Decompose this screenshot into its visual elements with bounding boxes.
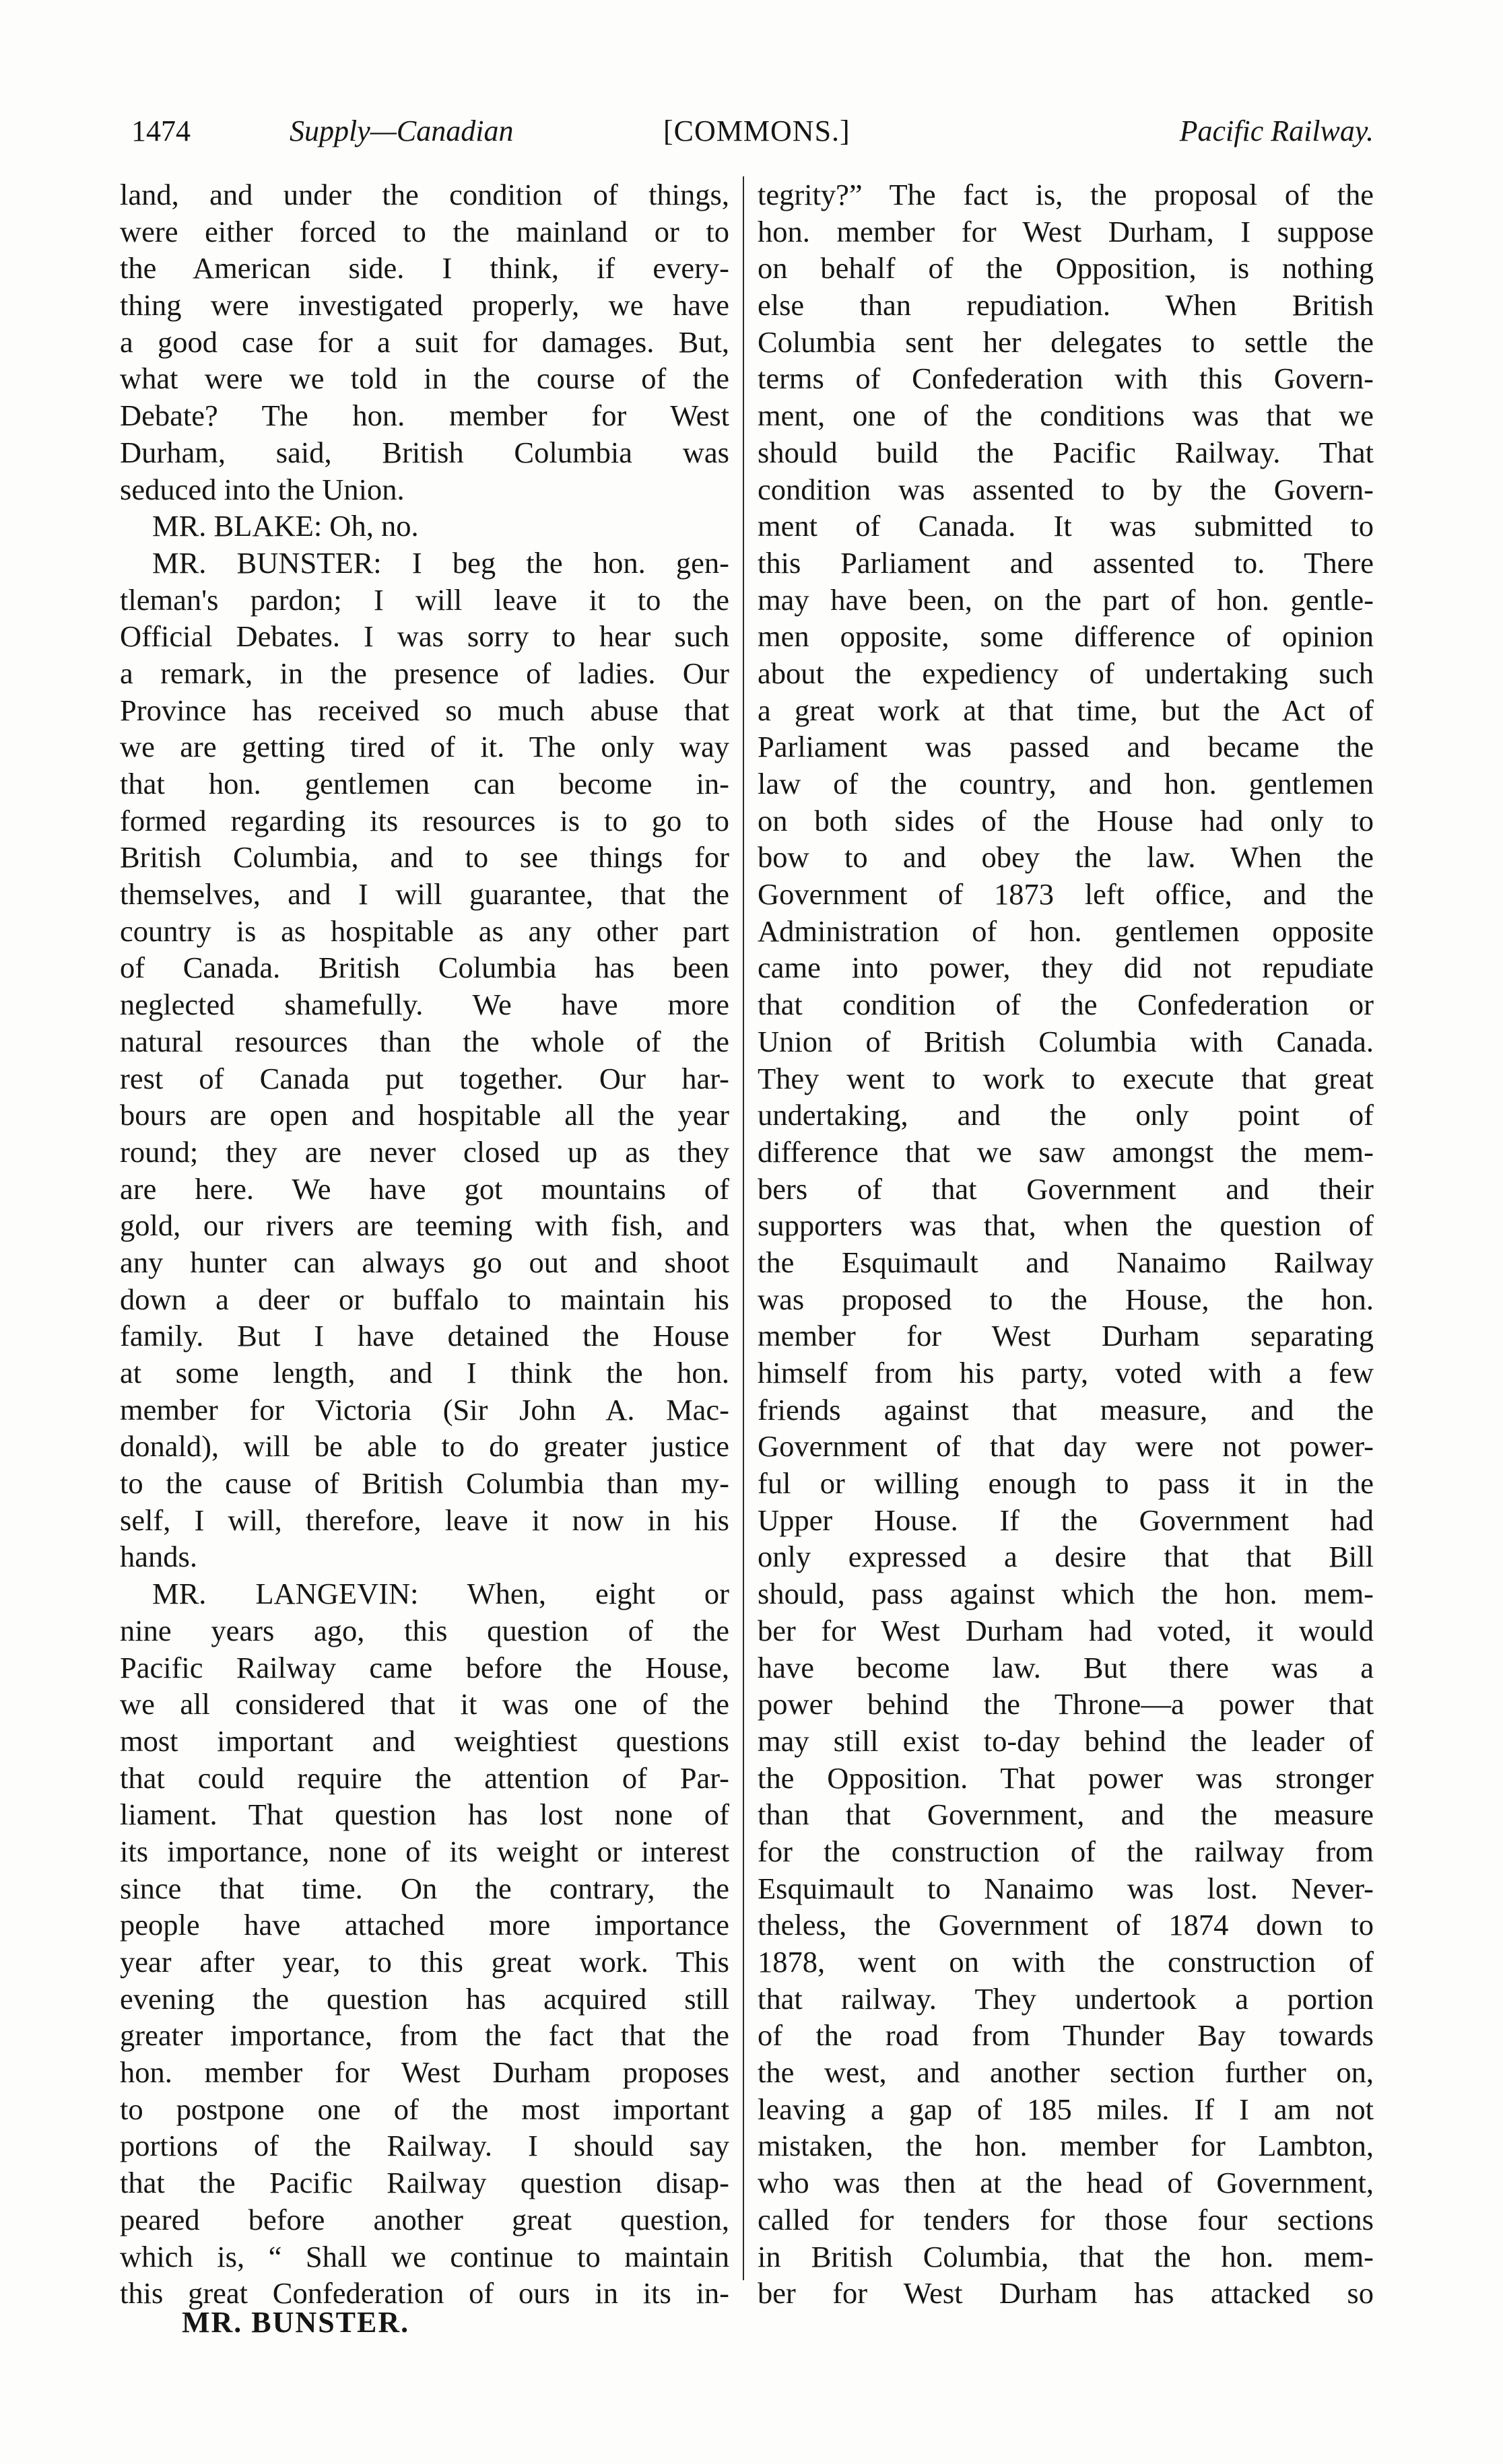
text-line: donald), will be able to do greater justice (120, 1429, 729, 1464)
text-line: may still exist to-day behind the leader of (758, 1723, 1374, 1758)
text-line: seduced into the Union. (120, 472, 405, 506)
text-line: Parliament was passed and became the (758, 730, 1374, 764)
text-line: about the expediency of undertaking such (758, 656, 1374, 690)
header-left-title: Supply—Canadian (290, 114, 514, 147)
text-line: what were we told in the course of the (120, 362, 729, 396)
text-line: are here. We have got mountains of (120, 1171, 729, 1206)
text-line: Pacific Railway came before the House, (120, 1650, 729, 1684)
text-line: portions of the Railway. I should say (120, 2129, 729, 2163)
text-line: friends against that measure, and the (758, 1392, 1374, 1427)
text-line: on behalf of the Opposition, is nothing (758, 251, 1374, 285)
text-line: which is, “ Shall we continue to maintain (120, 2239, 729, 2273)
text-line: family. But I have detained the House (120, 1319, 729, 1353)
text-line: MR. LANGEVIN: When, eight or (152, 1577, 729, 1611)
text-line: 1878, went on with the construction of (758, 1945, 1374, 1979)
text-line: themselves, and I will guarantee, that the (120, 877, 729, 912)
text-line: tegrity?” The fact is, the proposal of the (758, 178, 1374, 211)
text-line: neglected shamefully. We have more (120, 988, 729, 1022)
text-line: that the Pacific Railway question disap- (120, 2166, 729, 2200)
text-line: the Opposition. That power was stronger (758, 1760, 1374, 1795)
text-line: a great work at that time, but the Act of (758, 693, 1374, 727)
text-line: MR. BLAKE: Oh, no. (152, 509, 419, 543)
text-line: who was then at the head of Government, (758, 2166, 1374, 2200)
text-line: people have attached more importance (120, 1908, 729, 1942)
text-line: a good case for a suit for damages. But, (120, 324, 729, 359)
page-number: 1474 (131, 114, 191, 147)
text-line: called for tenders for those four sections (758, 2202, 1374, 2236)
text-line: that could require the attention of Par- (120, 1760, 729, 1795)
text-line: have become law. But there was a (758, 1650, 1374, 1684)
text-line: hon. member for West Durham proposes (120, 2055, 729, 2090)
text-line: hands. (120, 1540, 197, 1574)
text-line: Official Debates. I was sorry to hear such (120, 619, 729, 654)
text-line: leaving a gap of 185 miles. If I am not (758, 2092, 1374, 2126)
text-line: They went to work to execute that great (758, 1061, 1374, 1095)
text-line: ful or willing enough to pass it in the (758, 1466, 1374, 1501)
text-line: Government of 1873 left office, and the (758, 877, 1374, 912)
text-line: Government of that day were not power- (758, 1429, 1374, 1464)
column-divider (743, 176, 744, 2280)
text-line: of Canada. British Columbia has been (120, 951, 729, 985)
text-line: liament. That question has lost none of (120, 1798, 729, 1832)
text-line: Durham, said, British Columbia was (120, 435, 729, 469)
text-line: that hon. gentlemen can become in- (120, 767, 729, 800)
text-line: any hunter can always go out and shoot (120, 1245, 729, 1279)
text-line: ment, one of the conditions was that we (758, 399, 1374, 433)
text-line: were either forced to the mainland or to (120, 214, 729, 248)
header-center-title: [COMMONS.] (663, 114, 850, 147)
text-line: nine years ago, this question of the (120, 1613, 729, 1647)
text-line: down a deer or buffalo to maintain his (120, 1282, 729, 1316)
left-column (120, 176, 729, 2312)
text-line: came into power, they did not repudiate (758, 951, 1374, 985)
text-line: to postpone one of the most important (120, 2092, 729, 2126)
text-line: of the road from Thunder Bay towards (758, 2018, 1374, 2053)
text-line: evening the question has acquired still (120, 1981, 729, 2016)
text-line: year after year, to this great work. This (120, 1945, 729, 1979)
text-line: Debate? The hon. member for West (120, 399, 729, 433)
text-line: law of the country, and hon. gentlemen (758, 767, 1374, 800)
text-line: the American side. I think, if every- (120, 251, 729, 285)
text-line: ber for West Durham had voted, it would (758, 1613, 1374, 1647)
text-line: most important and weightiest questions (120, 1723, 729, 1758)
text-line: the west, and another section further on, (758, 2055, 1374, 2090)
text-line: self, I will, therefore, leave it now in his (120, 1503, 729, 1537)
right-column (758, 176, 1374, 2312)
text-line: theless, the Government of 1874 down to (758, 1908, 1374, 1942)
text-line: country is as hospitable as any other part (120, 914, 729, 948)
text-line: we all considered that it was one of the (120, 1687, 729, 1721)
text-line: a remark, in the presence of ladies. Our (120, 656, 729, 690)
text-line: for the construction of the railway from (758, 1834, 1374, 1868)
text-line: mistaken, the hon. member for Lambton, (758, 2129, 1374, 2163)
text-line: that railway. They undertook a portion (758, 1981, 1374, 2016)
text-line: condition was assented to by the Govern- (758, 472, 1374, 506)
text-line: member for Victoria (Sir John A. Mac- (120, 1392, 729, 1427)
text-line: we are getting tired of it. The only way (120, 730, 729, 764)
text-line: land, and under the condition of things, (120, 178, 729, 211)
text-line: Administration of hon. gentlemen opposite (758, 914, 1374, 948)
text-line: than that Government, and the measure (758, 1798, 1374, 1832)
text-line: else than repudiation. When British (758, 288, 1374, 322)
text-line: power behind the Throne—a power that (758, 1687, 1374, 1721)
text-line: on both sides of the House had only to (758, 803, 1374, 837)
text-line: gold, our rivers are teeming with fish, and (120, 1208, 729, 1243)
text-line: that condition of the Confederation or (758, 988, 1374, 1022)
text-line: tleman's pardon; I will leave it to the (120, 582, 729, 617)
text-line: himself from his party, voted with a few (758, 1356, 1374, 1390)
text-line: only expressed a desire that that Bill (758, 1540, 1374, 1574)
text-line: rest of Canada put together. Our har- (120, 1061, 729, 1095)
text-line: natural resources than the whole of the (120, 1024, 729, 1058)
text-line: difference that we saw amongst the mem- (758, 1134, 1374, 1169)
text-line: formed regarding its resources is to go to (120, 803, 729, 837)
text-line: in British Columbia, that the hon. mem- (758, 2239, 1374, 2273)
text-line: Province has received so much abuse that (120, 693, 729, 727)
text-line: its importance, none of its weight or interest (120, 1834, 729, 1868)
text-line: since that time. On the contrary, the (120, 1871, 729, 1905)
text-line: round; they are never closed up as they (120, 1134, 729, 1169)
text-line: undertaking, and the only point of (758, 1098, 1374, 1132)
text-line: ment of Canada. It was submitted to (758, 509, 1374, 543)
text-line: Columbia sent her delegates to settle the (758, 324, 1374, 359)
text-line: to the cause of British Columbia than my- (120, 1466, 729, 1501)
text-line: this Parliament and assented to. There (758, 545, 1374, 580)
text-line: should build the Pacific Railway. That (758, 435, 1374, 469)
text-line: greater importance, from the fact that the (120, 2018, 729, 2053)
text-line: Union of British Columbia with Canada. (758, 1024, 1374, 1058)
text-line: MR. BUNSTER: I beg the hon. gen- (152, 545, 729, 580)
header-right-title: Pacific Railway. (1179, 114, 1374, 147)
text-line: may have been, on the part of hon. gentle- (758, 582, 1374, 617)
text-line: British Columbia, and to see things for (120, 840, 729, 875)
text-line: hon. member for West Durham, I suppose (758, 214, 1374, 248)
footer-speaker: MR. BUNSTER. (182, 2306, 410, 2339)
text-line: ber for West Durham has attacked so (758, 2276, 1374, 2311)
text-line: thing were investigated properly, we have (120, 288, 729, 322)
text-line: bow to and obey the law. When the (758, 840, 1374, 875)
text-line: member for West Durham separating (758, 1319, 1374, 1353)
text-line: was proposed to the House, the hon. (758, 1282, 1374, 1316)
text-line: at some length, and I think the hon. (120, 1356, 729, 1390)
text-line: bers of that Government and their (758, 1171, 1374, 1206)
text-line: men opposite, some difference of opinion (758, 619, 1374, 654)
text-line: bours are open and hospitable all the year (120, 1098, 729, 1132)
page-header (131, 108, 1374, 155)
text-line: the Esquimault and Nanaimo Railway (758, 1245, 1374, 1279)
text-line: Upper House. If the Government had (758, 1503, 1374, 1537)
text-line: this great Confederation of ours in its in- (120, 2276, 729, 2311)
text-line: peared before another great question, (120, 2202, 729, 2236)
text-line: supporters was that, when the question of (758, 1208, 1374, 1243)
text-line: Esquimault to Nanaimo was lost. Never- (758, 1871, 1374, 1905)
text-line: terms of Confederation with this Govern- (758, 362, 1374, 396)
text-line: should, pass against which the hon. mem- (758, 1577, 1374, 1611)
